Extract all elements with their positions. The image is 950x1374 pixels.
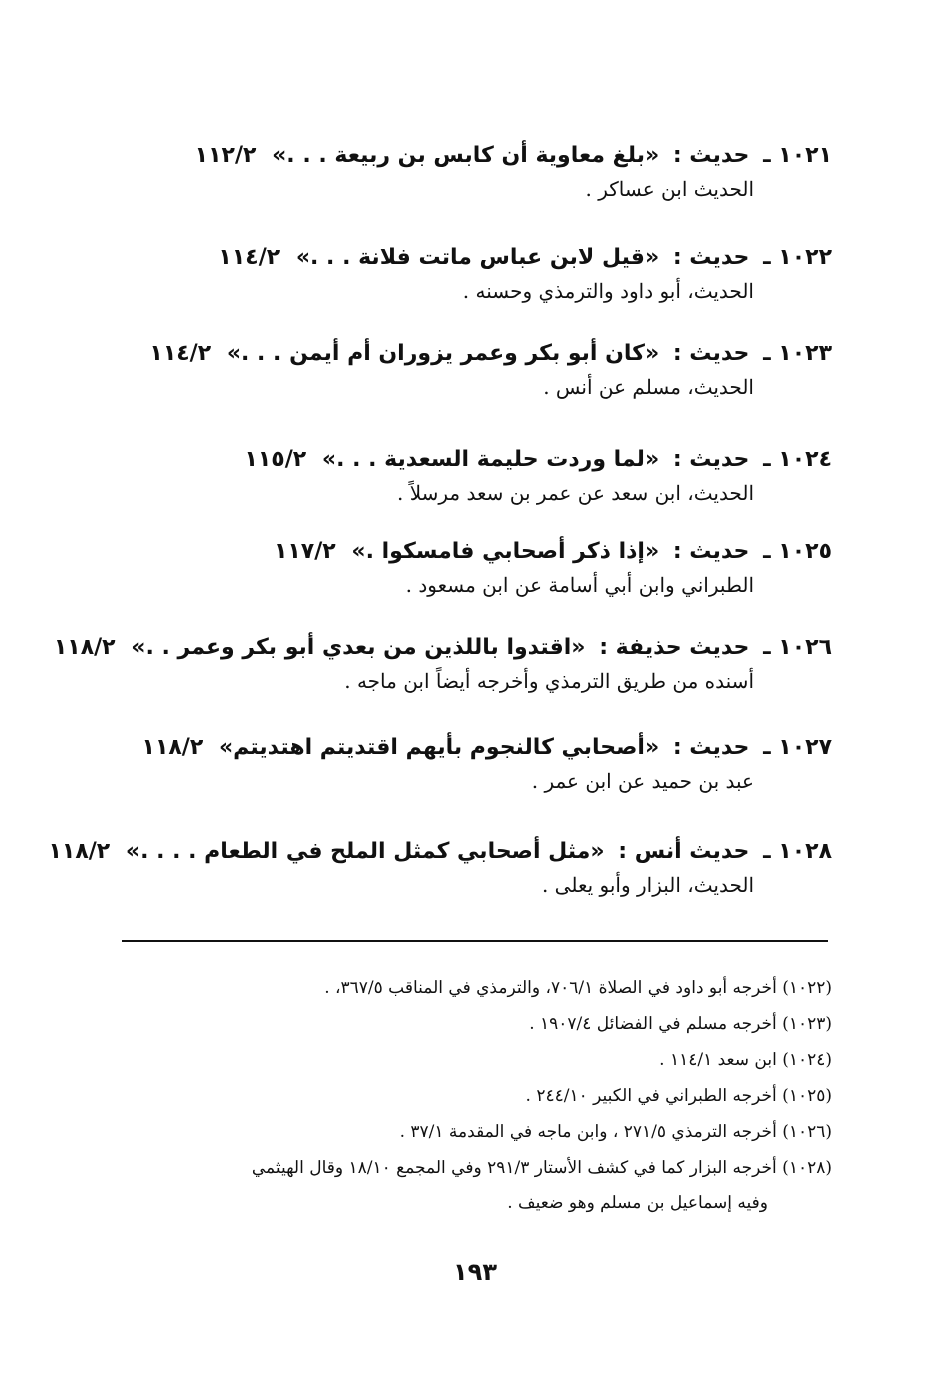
entry-source: الحديث، أبو داود والترمذي وحسنه . [462,279,754,303]
entry-label: حديث : [672,143,750,168]
hadith-quote: «اقتدوا باللذين من بعدي أبو بكر وعمر . .» [131,635,586,660]
entry-source: الحديث، مسلم عن أنس . [543,375,754,399]
page-reference: ١١٨/٢ [141,735,204,760]
footnote: (١٠٢٥) أخرجه الطبراني في الكبير ٢٤٤/١٠ . [525,1086,832,1106]
hadith-entry-1022 [112,241,832,307]
page-reference: ١١٨/٢ [53,635,116,660]
hadith-quote: «إذا ذكر أصحابي فامسكوا .» [351,539,660,564]
footnote: (١٠٢٨) أخرجه البزار كما في كشف الأستار ٢٩١/٣ وفي المجمع ١٨/١٠ وقال الهيثمي [251,1158,832,1178]
entry-number: ١٠٢٦ ـ [763,635,832,660]
hadith-quote: «بلغ معاوية أن كابس بن ربيعة . . .» [272,143,660,168]
hadith-entry-1025 [112,535,832,601]
page-number: ١٩٣ [453,1258,497,1286]
hadith-quote: «كان أبو بكر وعمر يزوران أم أيمن . . .» [226,341,660,366]
entry-number: ١٠٢٧ ـ [763,735,832,760]
footnote: (١٠٢٣) أخرجه مسلم في الفضائل ١٩٠٧/٤ . [529,1014,832,1034]
entry-label: حديث : [672,245,750,270]
hadith-entry-1023 [112,337,832,403]
entry-heading [112,731,832,765]
entry-source: عبد بن حميد عن ابن عمر . [531,769,754,793]
page-reference: ١١٤/٢ [149,341,212,366]
hadith-quote: «أصحابي كالنجوم بأيهم اقتديتم اهتديتم» [218,735,660,760]
footnote: (١٠٢٦) أخرجه الترمذي ٢٧١/٥ ، وابن ماجه في المقدمة ٣٧/١ . [399,1122,832,1142]
entry-label: حديث أنس : [618,839,750,864]
entry-number: ١٠٢٤ ـ [763,447,832,472]
entry-label: حديث : [672,539,750,564]
entry-heading [48,835,832,869]
entry-source: الحديث، البزار وأبو يعلى . [541,873,754,897]
hadith-entry-1026 [53,631,832,697]
entry-label: حديث حذيفة : [599,635,750,660]
footnote: (١٠٢٤) ابن سعد ١١٤/١ . [659,1050,832,1070]
entry-heading [112,337,832,371]
footnote-continuation: وفيه إسماعيل بن مسلم وهو ضعيف . [507,1193,768,1213]
hadith-quote: «قيل لابن عباس ماتت فلانة . . .» [295,245,660,270]
page-reference: ١١٧/٢ [273,539,336,564]
entry-heading [112,535,832,569]
entry-source: أسنده من طريق الترمذي وأخرجه أيضاً ابن ماجه . [344,669,754,693]
hadith-entry-1028 [48,835,832,901]
entry-source: الحديث ابن عساكر . [585,177,754,201]
page-reference: ١١٤/٢ [218,245,281,270]
entry-heading [112,139,832,173]
hadith-quote: «مثل أصحابي كمثل الملح في الطعام . . . .» [125,839,605,864]
entry-number: ١٠٢١ ـ [763,143,832,168]
entry-number: ١٠٢٢ ـ [763,245,832,270]
entry-source: الحديث، ابن سعد عن عمر بن سعد مرسلاً . [396,481,754,505]
footnote-divider [122,940,828,942]
entry-source: الطبراني وابن أبي أسامة عن ابن مسعود . [405,573,754,597]
page-reference: ١١٨/٢ [48,839,111,864]
entry-label: حديث : [672,341,750,366]
entry-label: حديث : [672,735,750,760]
footnote: (١٠٢٢) أخرجه أبو داود في الصلاة ٧٠٦/١، والترمذي في المناقب ٣٦٧/٥، . [324,978,832,998]
hadith-entry-1021 [112,139,832,205]
footnotes [117,970,832,1220]
entry-heading [53,631,832,665]
entry-number: ١٠٢٣ ـ [763,341,832,366]
entry-number: ١٠٢٥ ـ [763,539,832,564]
entry-heading [112,443,832,477]
hadith-entry-1024 [112,443,832,509]
hadith-quote: «لما وردت حليمة السعدية . . .» [321,447,660,472]
page-reference: ١١٢/٢ [194,143,257,168]
hadith-entry-1027 [112,731,832,797]
entry-label: حديث : [672,447,750,472]
entry-heading [112,241,832,275]
page-reference: ١١٥/٢ [244,447,307,472]
entry-number: ١٠٢٨ ـ [763,839,832,864]
